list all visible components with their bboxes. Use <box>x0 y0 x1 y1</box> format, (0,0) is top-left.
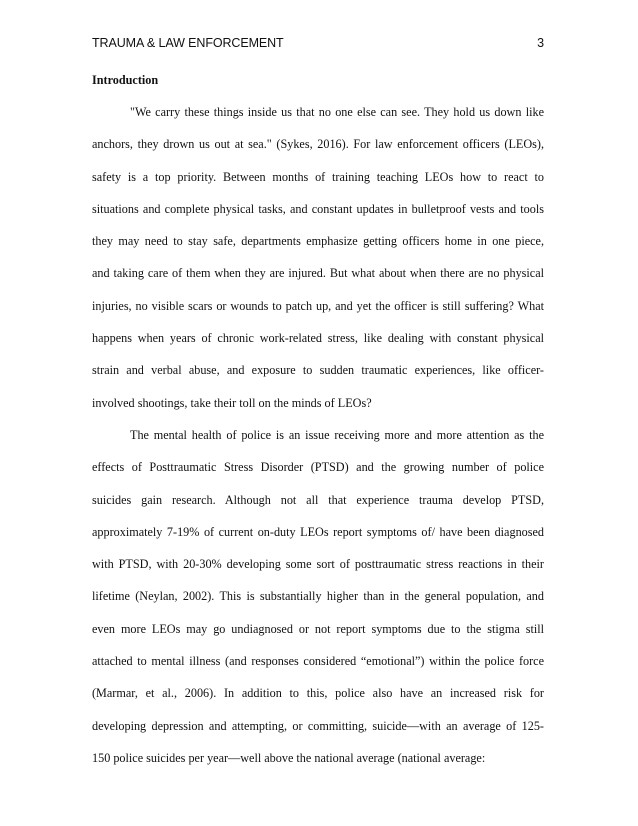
paragraph-line: The mental health of police is an issue receiving more and more attention as the <box>130 427 544 442</box>
paragraph-line: approximately 7-19% of current on-duty LEOs report symptoms of/ have been diagnosed <box>92 524 544 539</box>
paragraph-line: effects of Posttraumatic Stress Disorder (PTSD) and the growing number of police <box>92 460 544 475</box>
paragraph-1 <box>92 102 544 425</box>
running-head <box>92 36 544 56</box>
page-number: 3 <box>537 36 544 50</box>
body-text <box>92 70 544 780</box>
paragraph-line: they may need to stay safe, departments emphasize getting officers home in one piece, <box>92 234 544 249</box>
section-heading: Introduction <box>92 73 159 87</box>
paragraph-line: injuries, no visible scars or wounds to patch up, and yet the officer is still suffering? What <box>92 298 544 313</box>
paragraph-line: 150 police suicides per year—well above the national average (national average: <box>92 750 486 765</box>
paragraph-line: involved shootings, take their toll on the minds of LEOs? <box>92 395 372 410</box>
paragraph-line: "We carry these things inside us that no one else can see. They hold us down like <box>130 105 544 119</box>
paragraph-line: situations and complete physical tasks, and constant updates in bulletproof vests and tools <box>92 201 544 216</box>
paragraph-line: attached to mental illness (and responses considered “emotional”) within the police force <box>92 654 544 669</box>
paragraph-line: even more LEOs may go undiagnosed or not report symptoms due to the stigma still <box>92 621 544 636</box>
paragraph-line: developing depression and attempting, or committing, suicide—with an average of 125- <box>92 718 544 733</box>
paragraph-line: (Marmar, et al., 2006). In addition to this, police also have an increased risk for <box>92 686 544 701</box>
paragraph-line: anchors, they drown us out at sea." (Sykes, 2016). For law enforcement officers (LEOs), <box>92 137 544 152</box>
paragraph-line: and taking care of them when they are injured. But what about when there are no physical <box>92 266 544 281</box>
paragraph-line: strain and verbal abuse, and exposure to sudden traumatic experiences, like officer- <box>92 363 544 378</box>
paragraph-2 <box>92 425 544 780</box>
running-head-title: TRAUMA & LAW ENFORCEMENT <box>92 36 284 50</box>
paragraph-line: with PTSD, with 20-30% developing some sort of posttraumatic stress reactions in their <box>92 557 544 572</box>
paragraph-line: suicides gain research. Although not all that experience trauma develop PTSD, <box>92 492 544 507</box>
paragraph-line: happens when years of chronic work-related stress, like dealing with constant physical <box>92 331 544 346</box>
paragraph-line: safety is a top priority. Between months of training teaching LEOs how to react to <box>92 169 544 184</box>
paragraph-line: lifetime (Neylan, 2002). This is substantially higher than in the general population, and <box>92 589 544 604</box>
